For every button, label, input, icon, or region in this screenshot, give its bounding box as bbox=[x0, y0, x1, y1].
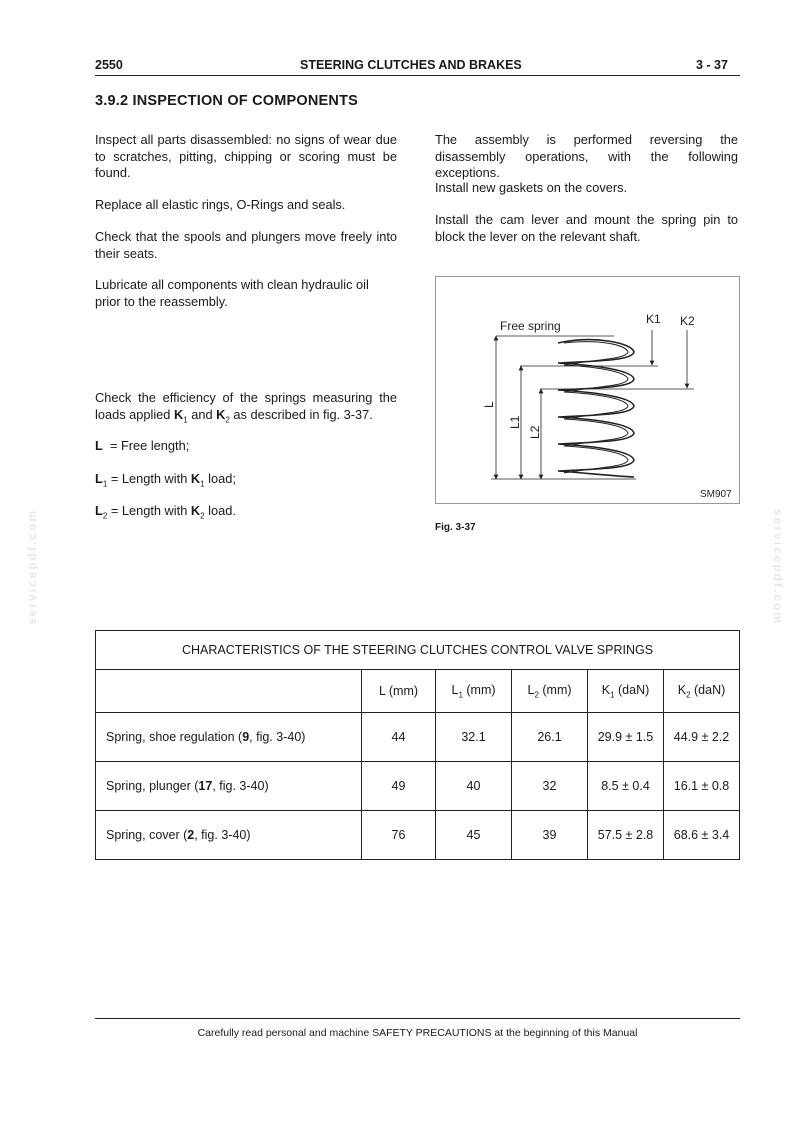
cell-l: 76 bbox=[362, 811, 436, 860]
spring-drawing bbox=[436, 277, 739, 503]
cell-k2: 68.6 ± 3.4 bbox=[664, 811, 740, 860]
header-blank bbox=[96, 670, 362, 713]
figure-spring-diagram bbox=[435, 276, 740, 504]
section-heading: 3.9.2 INSPECTION OF COMPONENTS bbox=[95, 93, 359, 109]
cell-l2: 32 bbox=[512, 762, 588, 811]
paragraph-check-spools: Check that the spools and plungers move freely into their seats. bbox=[95, 229, 397, 261]
cell-l2: 26.1 bbox=[512, 713, 588, 762]
paragraph-inspect: Inspect all parts disassembled: no signs of wear due to scratches, pitting, chipping or scoring must be found. bbox=[95, 132, 397, 180]
cell-l2: 39 bbox=[512, 811, 588, 860]
paragraph-check-springs: Check the efficiency of the springs measuring the loads applied $K_1$ and $K_2$ as described in fig. 3-37. bbox=[95, 390, 397, 425]
table-row bbox=[96, 713, 740, 762]
cell-k1: 8.5 ± 0.4 bbox=[588, 762, 664, 811]
row-label: Spring, plunger (17, fig. 3-40) bbox=[96, 762, 362, 811]
cell-k2: 16.1 ± 0.8 bbox=[664, 762, 740, 811]
k2-label: K2 bbox=[680, 314, 695, 328]
cell-l1: 32.1 bbox=[436, 713, 512, 762]
cell-l1: 40 bbox=[436, 762, 512, 811]
paragraph-gaskets: Install new gaskets on the covers. bbox=[435, 180, 628, 195]
table-caption: CHARACTERISTICS OF THE STEERING CLUTCHES CONTROL VALVE SPRINGS bbox=[96, 631, 740, 670]
cell-l: 49 bbox=[362, 762, 436, 811]
watermark-left: servicepdf.com bbox=[25, 508, 40, 626]
header-section-title: STEERING CLUTCHES AND BRAKES bbox=[300, 58, 522, 72]
definition-l2: $L_2$ = Length with $K_2$ load. bbox=[95, 503, 236, 521]
cell-k1: 29.9 ± 1.5 bbox=[588, 713, 664, 762]
k1-label: K1 bbox=[646, 312, 661, 326]
figure-caption: Fig. 3-37 bbox=[435, 522, 476, 533]
springs-table bbox=[95, 630, 740, 860]
header-l2: $L_2$ (mm) bbox=[512, 670, 588, 713]
header-k1: $K_1$ (daN) bbox=[588, 670, 664, 713]
l2-label: L2 bbox=[528, 425, 542, 439]
spring-coils bbox=[558, 340, 634, 477]
definition-l1: $L_1$ = Length with $K_1$ load; bbox=[95, 471, 236, 489]
figure-code: SM907 bbox=[700, 489, 732, 500]
header-k2: $K_2$ (daN) bbox=[664, 670, 740, 713]
table-header-row bbox=[96, 670, 740, 713]
definition-l: L = Free length; bbox=[95, 438, 190, 453]
row-label: Spring, shoe regulation (9, fig. 3-40) bbox=[96, 713, 362, 762]
free-spring-label: Free spring bbox=[500, 319, 561, 333]
header-l1: $L_1$ (mm) bbox=[436, 670, 512, 713]
table-row bbox=[96, 762, 740, 811]
paragraph-cam-lever: Install the cam lever and mount the spring pin to block the lever on the relevant shaft. bbox=[435, 212, 738, 244]
table-row bbox=[96, 811, 740, 860]
l-label: L bbox=[482, 401, 496, 408]
cell-k1: 57.5 ± 2.8 bbox=[588, 811, 664, 860]
row-label: Spring, cover (2, fig. 3-40) bbox=[96, 811, 362, 860]
watermark-right: servicepdf.com bbox=[771, 508, 786, 626]
header-rule bbox=[95, 75, 740, 76]
paragraph-lubricate: Lubricate all components with clean hydraulic oil prior to the reassembly. bbox=[95, 277, 369, 309]
document-code: 2550 bbox=[95, 58, 123, 72]
footer-rule bbox=[95, 1018, 740, 1019]
cell-l1: 45 bbox=[436, 811, 512, 860]
paragraph-assembly: The assembly is performed reversing the disassembly operations, with the following exceptions. bbox=[435, 132, 738, 180]
page-number: 3 - 37 bbox=[696, 58, 728, 72]
l1-label: L1 bbox=[508, 415, 522, 429]
header-l: L (mm) bbox=[362, 670, 436, 713]
paragraph-replace: Replace all elastic rings, O-Rings and seals. bbox=[95, 197, 346, 212]
cell-k2: 44.9 ± 2.2 bbox=[664, 713, 740, 762]
cell-l: 44 bbox=[362, 713, 436, 762]
footer-note: Carefully read personal and machine SAFETY PRECAUTIONS at the beginning of this Manual bbox=[197, 1027, 638, 1039]
